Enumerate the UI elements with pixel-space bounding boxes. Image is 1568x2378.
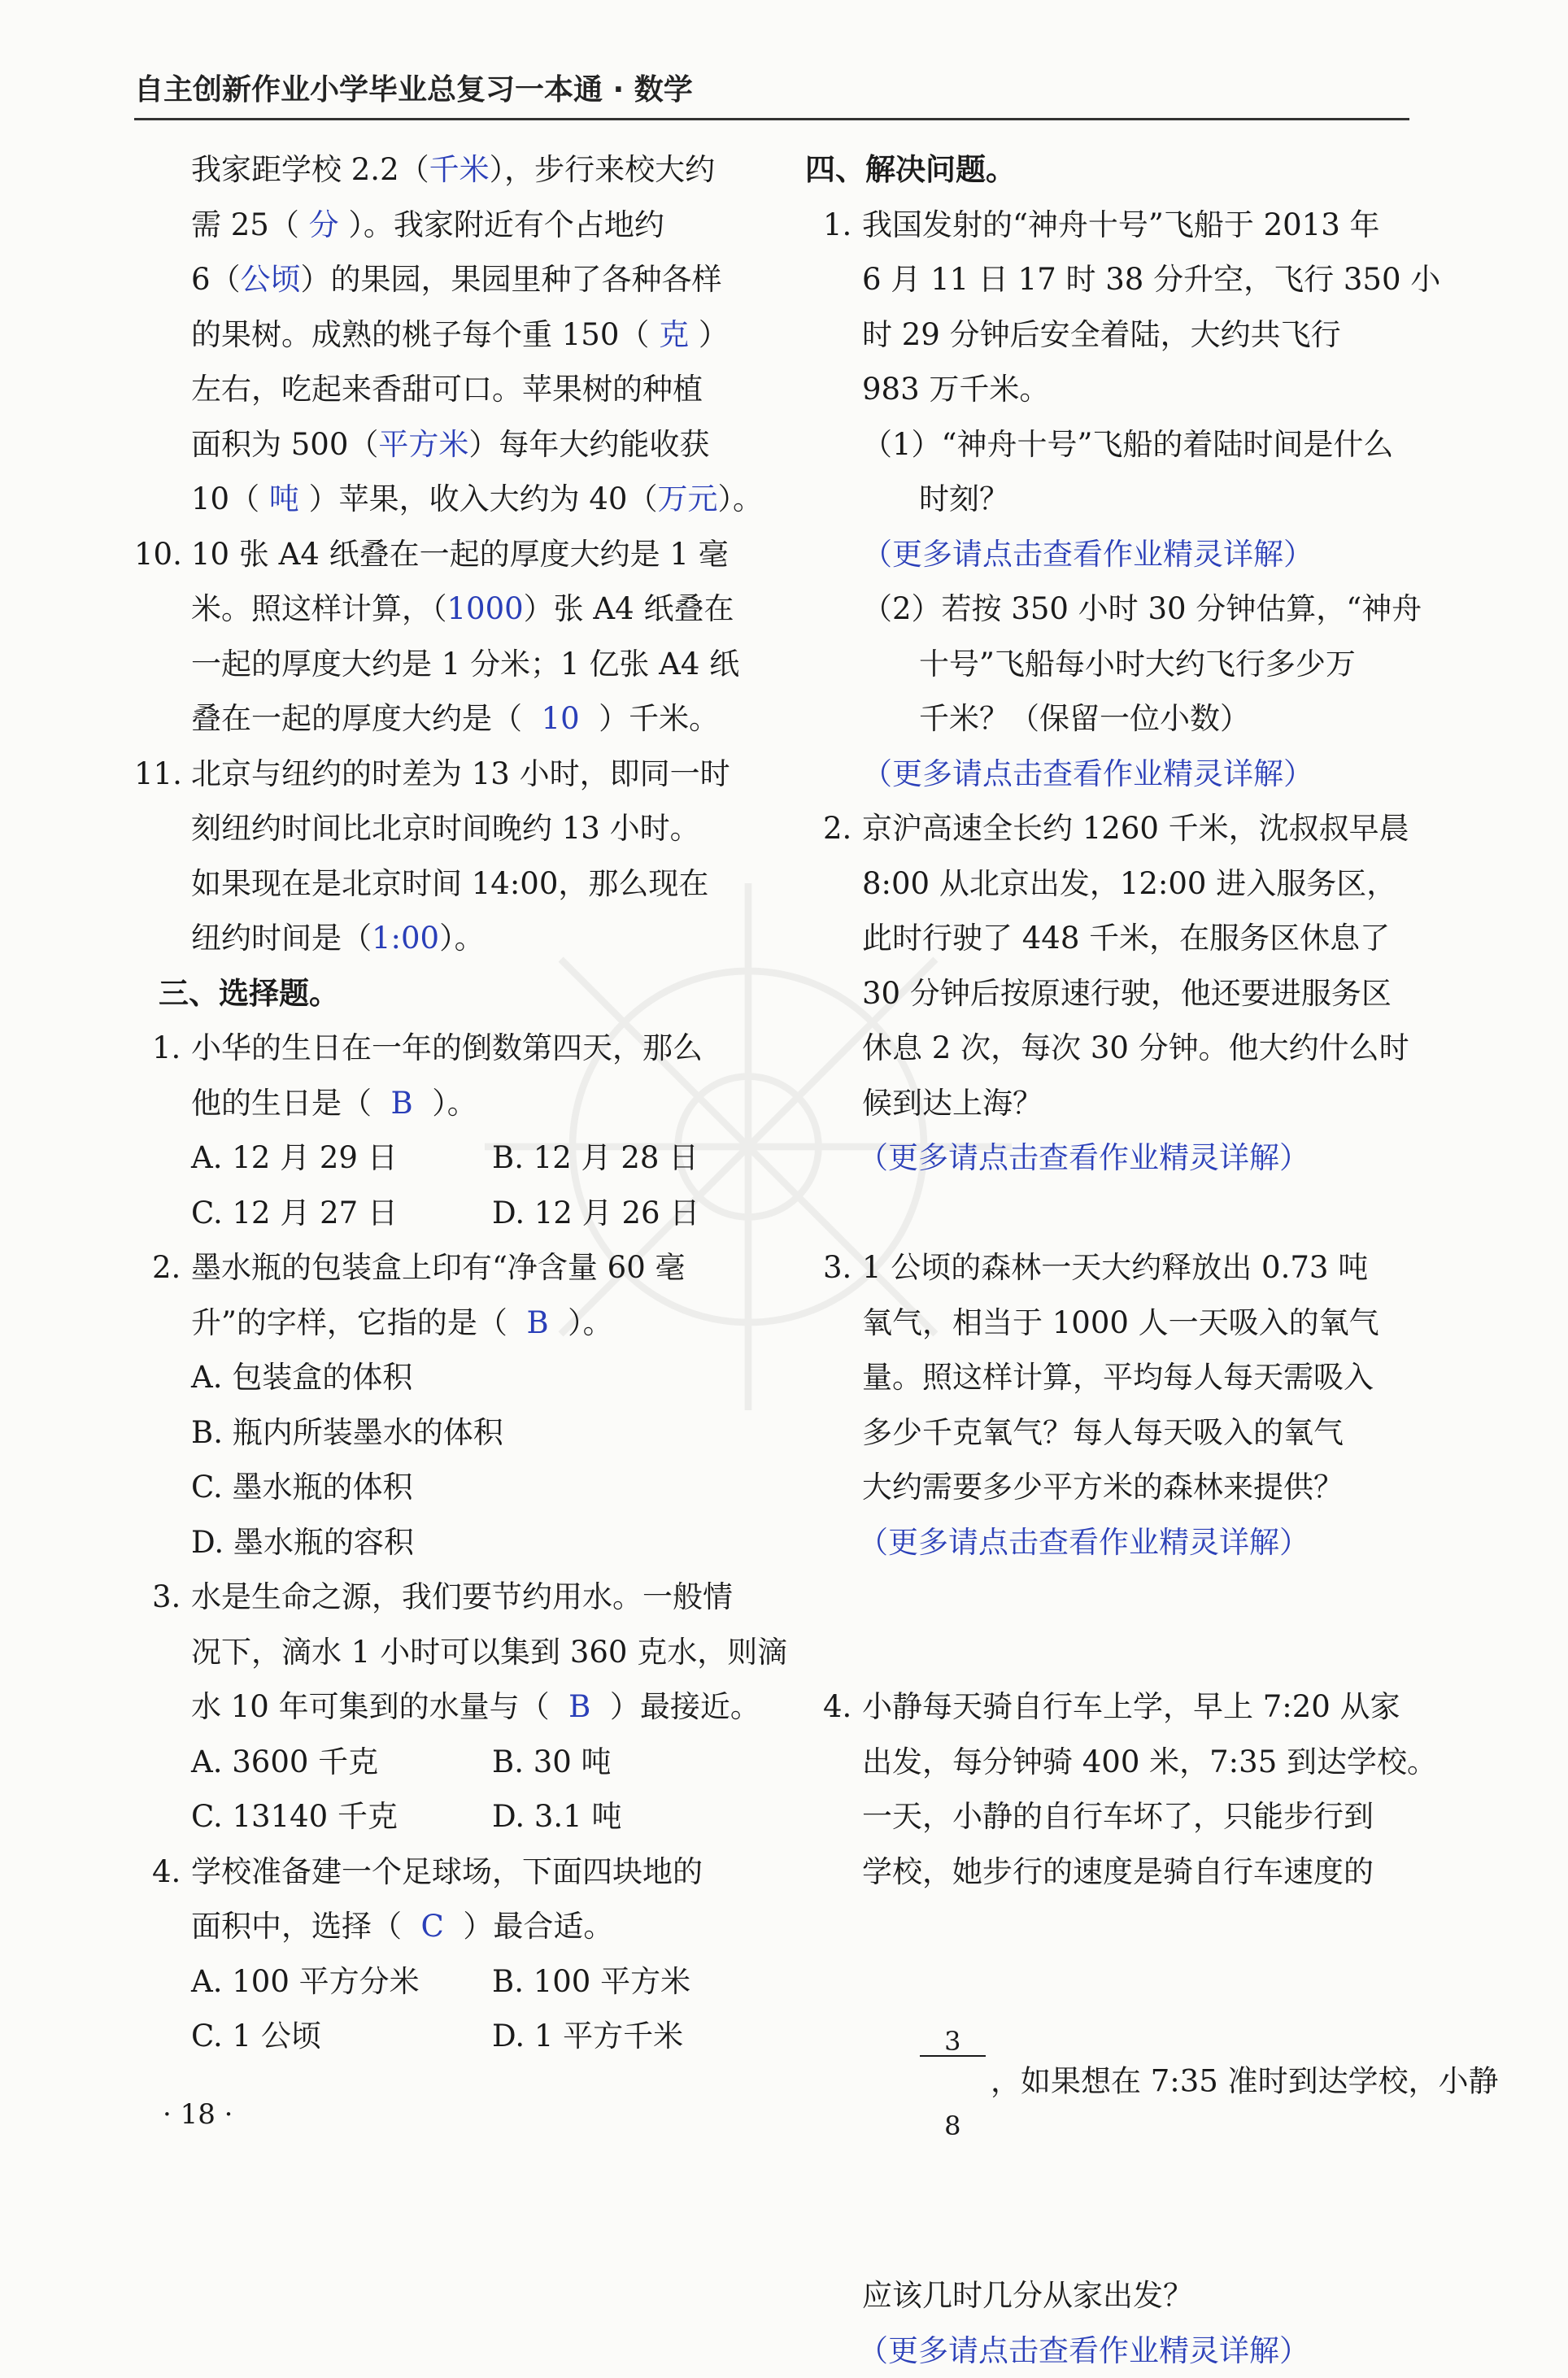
answer-space xyxy=(805,1186,1419,1241)
sub-question-1: （1）“神舟十号”飞船的着陆时间是什么 xyxy=(862,417,1419,473)
answer-space xyxy=(805,1570,1419,1679)
more-details-link[interactable]: （更多请点击查看作业精灵详解） xyxy=(858,1130,1419,1186)
fraction-three-eighths: $\frac{3}{8}$ xyxy=(920,1972,986,2195)
problem-3: 3. 1 公顷的森林一天大约释放出 0.73 吨 氧气，相当于 1000 人一天吸入的氧气 量。照这样计算，平均每人每天需吸入 多少千克氧气？每人每天吸入的氧气 大约需要多少平方米的森林来提供？ （更多请点击查看作业精灵详解） xyxy=(805,1240,1419,1570)
choice-question-4: 4. 学校准备建一个足球场，下面四块地的 面积中，选择（ C ）最合适。 A. 100 平方分米 B. 100 平方米 C. 1 公顷 D. 1 平方千米 xyxy=(134,1844,752,2064)
question-number: 1. xyxy=(152,1021,181,1076)
header-rule xyxy=(134,118,1409,120)
option-a: A. 12 月 29 日 xyxy=(191,1130,492,1186)
answer-blank: 1000 xyxy=(447,591,524,626)
answer-blank: 10 xyxy=(542,701,580,736)
option-c: C. 13140 千克 xyxy=(191,1789,492,1844)
question-number: 3. xyxy=(823,1240,852,1296)
choice-question-1: 1. 小华的生日在一年的倒数第四天，那么 他的生日是（ B ）。 A. 12 月 29 日 B. 12 月 28 日 C. 12 月 27 日 D. 12 月 26 日 xyxy=(134,1021,752,1240)
question-number: 2. xyxy=(152,1240,181,1296)
answer-blank: 万元 xyxy=(657,481,717,516)
choice-question-3: 3. 水是生命之源，我们要节约用水。一般情 况下，滴水 1 小时可以集到 360 克水，则滴 水 10 年可集到的水量与（ B ）最接近。 A. 3600 千克 B. 30 吨 C. 13140 千克 D. 3.1 吨 xyxy=(134,1570,752,1844)
problem-1: 1. 我国发射的“神舟十号”飞船于 2013 年 6 月 11 日 17 时 38 分升空，飞行 350 小 时 29 分钟后安全着陆，大约共飞行 983 万千米。 （1）“神舟十号”飞船的着陆时间是什么 时刻？ （更多请点击查看作业精灵详解） （2）若按 350 小时 30 分钟估算，“神舟 十号”飞船每小时大约飞行多少万 千米？（保留一位小数） （更多请点击查看作业精灵详解） xyxy=(805,198,1419,802)
answer-blank: 平方米 xyxy=(378,427,468,462)
question-number: 4. xyxy=(823,1679,852,1735)
answer-blank: 1:00 xyxy=(372,921,439,956)
more-details-link[interactable]: （更多请点击查看作业精灵详解） xyxy=(862,747,1419,802)
option-a: A. 100 平方分米 xyxy=(191,1954,492,2010)
option-d: D. 墨水瓶的容积 xyxy=(191,1515,752,1570)
option-c: C. 1 公顷 xyxy=(191,2009,492,2064)
question-9-continuation: 我家距学校 2.2（千米），步行来校大约 需 25（ 分 ）。我家附近有个占地约 6（公顷）的果园，果园里种了各种各样 的果树。成熟的桃子每个重 150（ 克 ） 左右，吃起来香甜可口。苹果树的种植 面积为 500（平方米）每年大约能收获 10（ 吨 ）苹果，收入大约为 40（万元）。 xyxy=(134,142,752,527)
option-b: B. 瓶内所装墨水的体积 xyxy=(191,1405,752,1461)
section-4-heading: 四、解决问题。 xyxy=(805,142,1419,198)
answer-blank: 公顷 xyxy=(241,262,301,297)
option-d: D. 3.1 吨 xyxy=(492,1789,801,1844)
problem-2: 2. 京沪高速全长约 1260 千米，沈叔叔早晨 8:00 从北京出发，12:00 进入服务区， 此时行驶了 448 千米，在服务区休息了 30 分钟后按原速行驶，他还要进服务区 休息 2 次，每次 30 分钟。他大约什么时 候到达上海？ （更多请点击查看作业精灵详解） xyxy=(805,801,1419,1186)
question-number: 2. xyxy=(823,801,852,856)
options-grid xyxy=(191,1954,752,2064)
option-c: C. 12 月 27 日 xyxy=(191,1186,492,1241)
option-b: B. 30 吨 xyxy=(492,1735,801,1790)
answer-blank: C xyxy=(421,1909,444,1944)
more-details-link[interactable]: （更多请点击查看作业精灵详解） xyxy=(858,1515,1419,1570)
page-number: · 18 · xyxy=(163,2098,233,2131)
question-number: 10. xyxy=(134,527,182,582)
answer-blank: B xyxy=(568,1689,590,1724)
options-grid xyxy=(191,1735,752,1844)
page-header-title: 自主创新作业小学毕业总复习一本通 · 数学 xyxy=(134,67,1407,108)
option-c: C. 墨水瓶的体积 xyxy=(191,1460,752,1515)
answer-blank: B xyxy=(391,1086,413,1121)
option-d: D. 12 月 26 日 xyxy=(492,1186,801,1241)
more-details-link[interactable]: （更多请点击查看作业精灵详解） xyxy=(862,527,1419,582)
more-details-link[interactable]: （更多请点击查看作业精灵详解） xyxy=(858,2324,1419,2378)
section-3-heading: 三、选择题。 xyxy=(134,966,752,1021)
option-d: D. 1 平方千米 xyxy=(492,2009,801,2064)
answer-blank: 克 xyxy=(659,317,689,352)
problem-4: 4. 小静每天骑自行车上学，早上 7:20 从家 出发，每分钟骑 400 米，7:35 到达学校。 一天，小静的自行车坏了，只能步行到 学校，她步行的速度是骑自行车速度的 $\frac{3}{8}$ ，如果想在 7:35 准时到达学校，小静 应该几时几分从家出发？ （更多请点击查看作业精灵详解） xyxy=(805,1679,1419,2378)
option-a: A. 3600 千克 xyxy=(191,1735,492,1790)
question-number: 1. xyxy=(823,198,852,253)
sub-question-2: （2）若按 350 小时 30 分钟估算，“神舟 xyxy=(862,581,1419,637)
answer-blank: 吨 xyxy=(269,481,299,516)
option-b: B. 100 平方米 xyxy=(492,1954,801,2010)
question-10: 10. 10 张 A4 纸叠在一起的厚度大约是 1 毫 米。照这样计算，（1000）张 A4 纸叠在 一起的厚度大约是 1 分米；1 亿张 A4 纸 叠在一起的厚度大约是（ 10 ）千米。 xyxy=(134,527,752,747)
choice-question-2: 2. 墨水瓶的包装盒上印有“净含量 60 毫 升”的字样，它指的是（ B ）。 A. 包装盒的体积 B. 瓶内所装墨水的体积 C. 墨水瓶的体积 D. 墨水瓶的容积 xyxy=(134,1240,752,1570)
options-grid xyxy=(191,1130,752,1240)
question-number: 3. xyxy=(152,1570,181,1625)
answer-blank: B xyxy=(526,1305,548,1340)
question-number: 4. xyxy=(152,1844,181,1900)
question-11: 11. 北京与纽约的时差为 13 小时，即同一时 刻纽约时间比北京时间晚约 13 小时。 如果现在是北京时间 14:00，那么现在 纽约时间是（1:00）。 xyxy=(134,747,752,966)
left-column xyxy=(134,142,752,2064)
answer-blank: 千米 xyxy=(429,152,490,187)
option-a: A. 包装盒的体积 xyxy=(191,1350,752,1405)
question-number: 11. xyxy=(134,747,182,802)
option-b: B. 12 月 28 日 xyxy=(492,1130,801,1186)
right-column xyxy=(805,142,1419,2378)
answer-blank: 分 xyxy=(309,207,339,242)
